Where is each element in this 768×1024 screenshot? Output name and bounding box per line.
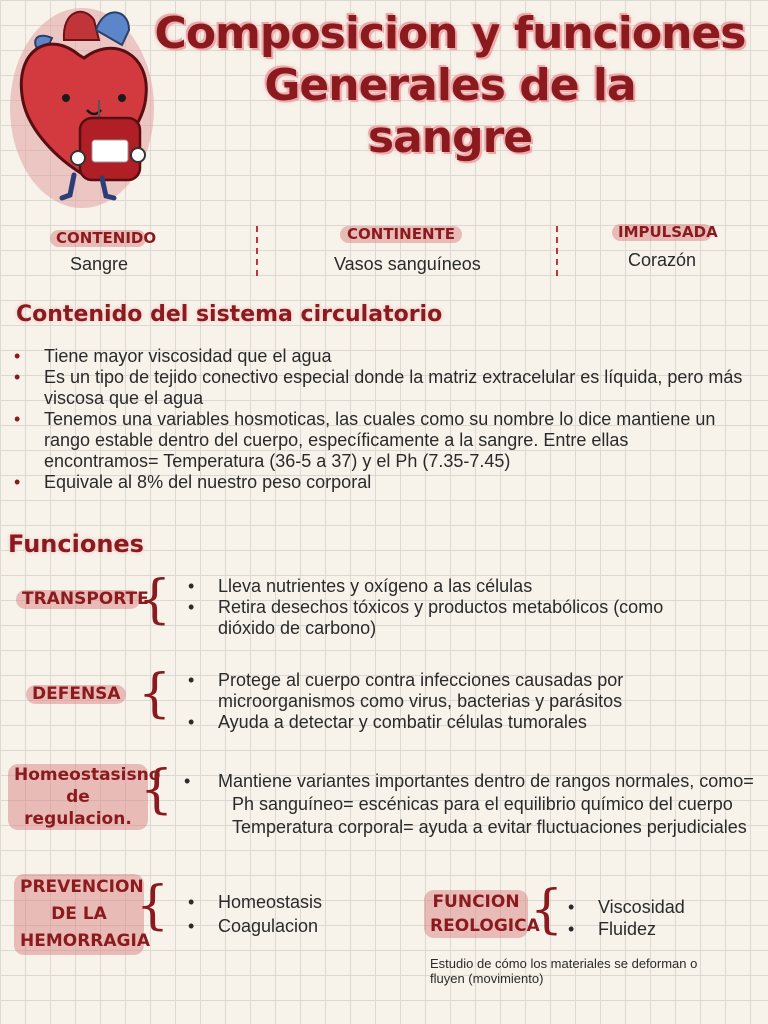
homeostasis-label-line-3: regulacion.: [24, 809, 132, 829]
list-item: • Ayuda a detectar y combatir células tumorales: [180, 712, 700, 733]
prevencion-label-line-2: DE LA: [51, 904, 107, 924]
prevencion-brace: {: [136, 876, 170, 936]
list-item: • Es un tipo de tejido conectivo especial donde la matriz extracelular es líquida, pero más viscosa que el agua: [6, 367, 746, 409]
list-item: • Lleva nutrientes y oxígeno a las células: [180, 576, 720, 597]
reologica-label-line-1: FUNCION: [432, 892, 520, 912]
homeostasis-line-3: Temperatura corporal= ayuda a evitar fluctuaciones perjudiciales: [232, 817, 747, 837]
homeostasis-label-line-2: de: [66, 787, 90, 807]
summary-value-contenido: Sangre: [70, 254, 129, 274]
summary-label-impulsada: IMPULSADA: [612, 224, 712, 241]
summary-divider-2: [556, 226, 558, 276]
homeostasis-text: • Mantiene variantes importantes dentro de rangos normales, como= Ph sanguíneo= escénicas para el equilibrio químico del cuerpo Temperatura corporal= ayuda a evitar fluctuaciones perjudiciales: [180, 770, 766, 839]
list-item: • Protege al cuerpo contra infecciones causadas por microorganismos como virus, bacterias y parásitos: [180, 670, 700, 712]
summary-value-continente: Vasos sanguíneos: [334, 254, 481, 274]
transporte-brace: {: [138, 570, 172, 630]
reologica-label: [424, 890, 540, 938]
homeostasis-brace: {: [140, 760, 174, 820]
list-item: • Tiene mayor viscosidad que el agua: [6, 346, 746, 367]
page-title: [150, 8, 750, 164]
title-line-2: Generales de la: [264, 60, 636, 111]
prevencion-label-line-1: PREVENCION: [20, 877, 144, 897]
defensa-label: DEFENSA: [26, 685, 126, 704]
summary-divider-1: [256, 226, 258, 276]
transporte-label: TRANSPORTE: [16, 590, 140, 609]
defensa-brace: {: [138, 664, 172, 724]
list-item: • Coagulacion: [180, 914, 400, 938]
homeostasis-line-2: Ph sanguíneo= escénicas para el equilibrio químico del cuerpo: [232, 794, 733, 814]
prevencion-label-line-3: HEMORRAGIA: [20, 931, 150, 951]
homeostasis-label: [8, 764, 161, 830]
reologica-label-line-2: REOLOGICA: [430, 916, 540, 936]
list-item: • Equivale al 8% del nuestro peso corporal: [6, 472, 746, 493]
prevencion-list: [180, 890, 400, 938]
list-item: • Viscosidad: [560, 896, 740, 918]
heart-with-blood-bag-icon: [4, 0, 154, 212]
reologica-list: [560, 896, 740, 940]
circulatorio-heading: Contenido del sistema circulatorio: [16, 302, 443, 327]
reologica-brace: {: [530, 880, 564, 940]
summary-label-contenido: CONTENIDO: [50, 230, 146, 247]
circulatorio-list: [6, 346, 746, 493]
homeostasis-label-line-1: Homeostasisno: [14, 765, 161, 785]
list-item: • Tenemos una variables hosmoticas, las cuales como su nombre lo dice mantiene un rango estable dentro del cuerpo, específicamente a la sangre. Entre ellas encontramos= Temperatura (36-5 a 37) y el Ph (7.35-7.45): [6, 409, 746, 472]
defensa-list: [180, 670, 700, 733]
homeostasis-line-1: Mantiene variantes importantes dentro de rangos normales, como=: [218, 771, 754, 791]
summary-value-impulsada: Corazón: [628, 250, 697, 270]
prevencion-label: [14, 874, 150, 955]
reologica-note: Estudio de cómo los materiales se deforman o fluyen (movimiento): [430, 956, 698, 986]
title-line-1: Composicion y funciones: [154, 8, 746, 59]
list-item: • Retira desechos tóxicos y productos metabólicos (como dióxido de carbono): [180, 597, 720, 639]
summary-label-continente: CONTINENTE: [340, 226, 462, 243]
title-line-3: sangre: [367, 112, 533, 163]
list-item: • Fluidez: [560, 918, 740, 940]
transporte-list: [180, 576, 720, 639]
funciones-heading: Funciones: [8, 530, 144, 558]
list-item: • Homeostasis: [180, 890, 400, 914]
